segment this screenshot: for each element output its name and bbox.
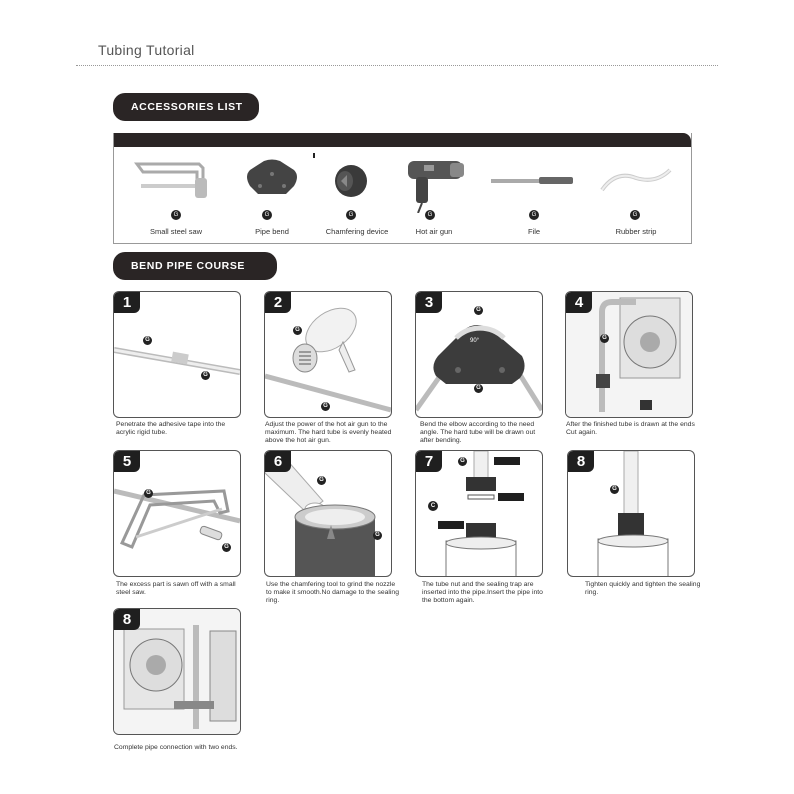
accessory-6-label: Rubber strip [615,227,657,236]
heat-gun-icon [404,157,468,213]
accessory-1-number: G [171,210,181,220]
step-9-caption: Complete pipe connection with two ends. [114,744,238,751]
step-6-number: 6 [265,451,291,472]
page-title: Tubing Tutorial [98,42,195,58]
accessory-4-label: Hot air gun [415,227,453,236]
step-5-caption: The excess part is sawn off with a small steel saw. [116,581,236,596]
step-5-tube-mark: G [222,543,231,552]
divider-mark [313,153,315,158]
step-1-caption: Penetrate the adhesive tape into the acrylic rigid tube. [116,421,226,436]
step-9-panel [113,608,241,735]
step-6-caption: Use the chamfering tool to grind the nozzle to make it smooth.No damage to the sealing ring. [266,581,399,604]
accessory-4-number: G [425,210,435,220]
step-2-number: 2 [265,292,291,313]
step-7-panel [415,450,543,577]
step-5-saw-mark: G [144,489,153,498]
step-4-panel [565,291,693,418]
step-2-tube-mark: G [321,402,330,411]
step-8-caption: Tighten quickly and tighten the sealing ring. [585,581,701,596]
course-heading: BEND PIPE COURSE [113,252,277,280]
rubber-strip-icon [596,164,676,200]
accessory-3-label: Chamfering device [325,227,389,236]
accessory-6-number: G [630,210,640,220]
step-4-number: 4 [566,292,592,313]
step-7-seal-mark: C [428,501,438,511]
accessory-2-number: G [262,210,272,220]
accessory-5-label: File [527,227,541,236]
step-7-tag-1 [494,457,520,465]
step-6-tube-mark: G [317,476,326,485]
accessory-2-label: Pipe bend [255,227,289,236]
step-7-caption: The tube nut and the sealing trap are inserted into the pipe.Insert the pipe into the bottom again. [422,581,543,604]
step-9-number: 8 [114,609,140,630]
accessory-1-label: Small steel saw [149,227,203,236]
step-8-number: 8 [568,451,594,472]
step-3-number: 3 [416,292,442,313]
step-8-tube-mark: G [610,485,619,494]
title-divider [76,65,718,66]
step-1-number: 1 [114,292,140,313]
step-2-caption: Adjust the power of the hot air gun to the maximum. The hard tube is evenly heated above the hot air gun. [265,421,392,444]
step-3-caption: Bend the elbow according to the need angle. The hard tube will be drawn out after bending. [420,421,536,444]
step-3-bend-mark: G [474,384,483,393]
step-6-panel [264,450,392,577]
step-6-tool-mark: G [373,531,382,540]
step-8-panel [567,450,695,577]
accessories-heading: ACCESSORIES LIST [113,93,259,121]
step-3-tube-mark: G [474,306,483,315]
step-7-number: 7 [416,451,442,472]
step-7-tag-3 [438,521,464,529]
step-2-gun-mark: G [293,326,302,335]
step-4-tube-mark: G [600,334,609,343]
step-3-panel [415,291,543,418]
step-1-tube-mark: G [143,336,152,345]
step-5-panel [113,450,241,577]
accessory-5-number: G [529,210,539,220]
step-4-caption: After the finished tube is drawn at the ends Cut again. [566,421,695,436]
step-2-panel [264,291,392,418]
pipe-bend-icon [242,158,302,198]
file-icon [489,174,575,188]
step-7-tube-mark: G [458,457,467,466]
step-5-number: 5 [114,451,140,472]
step-1-panel [113,291,241,418]
step-1-tape-mark: G [201,371,210,380]
step-3-angle: 90° [470,338,480,344]
step-7-tag-2 [498,493,524,501]
saw-icon [133,158,213,200]
accessory-3-number: G [346,210,356,220]
chamfer-icon [331,163,371,199]
